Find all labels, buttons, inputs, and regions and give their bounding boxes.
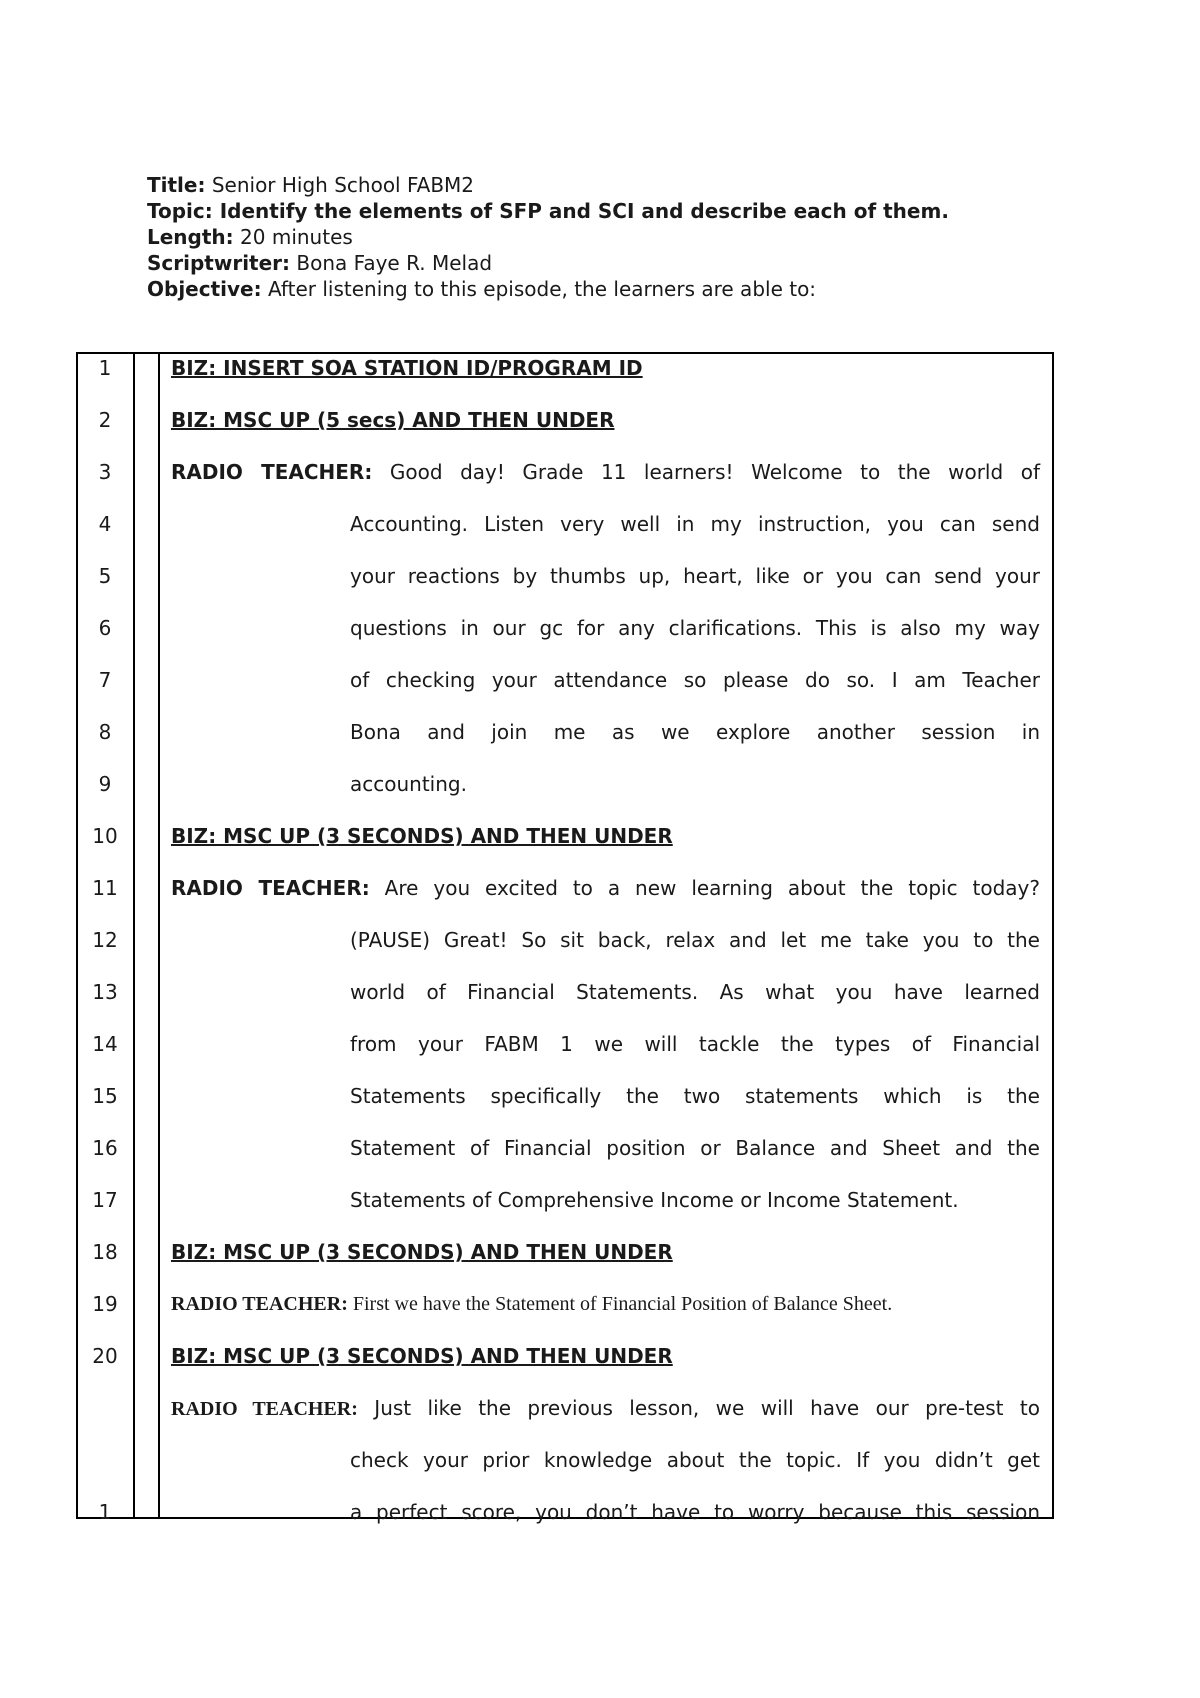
dialogue-line: of checking your attendance so please do so. I am Teacher <box>350 668 1040 692</box>
biz-cue: BIZ: MSC UP (3 SECONDS) AND THEN UNDER <box>171 824 673 848</box>
biz-cue: BIZ: MSC UP (3 SECONDS) AND THEN UNDER <box>171 1344 673 1368</box>
dialogue-line: your reactions by thumbs up, heart, like or you can send your <box>350 564 1040 588</box>
dialogue-line: world of Financial Statements. As what you have learned <box>350 980 1040 1004</box>
line-number: 15 <box>92 1084 118 1108</box>
line-number: 3 <box>98 460 112 484</box>
speaker-label: RADIO TEACHER: <box>171 876 370 900</box>
line-number: 19 <box>92 1292 118 1316</box>
line-number: 9 <box>98 772 112 796</box>
dialogue-line: RADIO TEACHER: Are you excited to a new learning about the topic today? <box>171 876 1040 900</box>
line-number: 10 <box>92 824 118 848</box>
biz-cue: BIZ: MSC UP (5 secs) AND THEN UNDER <box>171 408 615 432</box>
line-number: 13 <box>92 980 118 1004</box>
line-number: 7 <box>98 668 112 692</box>
line-number: 4 <box>98 512 112 536</box>
length-line: Length: 20 minutes <box>147 225 353 249</box>
dialogue-line: check your prior knowledge about the topic. If you didn’t get <box>350 1448 1040 1472</box>
dialogue-line: Accounting. Listen very well in my instruction, you can send <box>350 512 1040 536</box>
title-line: Title: Senior High School FABM2 <box>147 173 475 197</box>
speaker-label: RADIO TEACHER: <box>171 1398 358 1420</box>
line-number: 8 <box>98 720 112 744</box>
line-number: 1 <box>98 1500 112 1524</box>
scriptwriter-line: Scriptwriter: Bona Faye R. Melad <box>147 251 493 275</box>
line-number: 17 <box>92 1188 118 1212</box>
column-divider <box>158 352 160 1519</box>
dialogue-line: accounting. <box>350 772 467 796</box>
dialogue-line: RADIO TEACHER: First we have the Statement of Financial Position of Balance Sheet. <box>171 1293 893 1315</box>
dialogue-line: from your FABM 1 we will tackle the types of Financial <box>350 1032 1040 1056</box>
line-number: 2 <box>98 408 112 432</box>
line-number: 20 <box>92 1344 118 1368</box>
line-number: 11 <box>92 876 118 900</box>
biz-cue: BIZ: MSC UP (3 SECONDS) AND THEN UNDER <box>171 1240 673 1264</box>
line-number: 1 <box>98 356 112 380</box>
dialogue-line: Statement of Financial position or Balance and Sheet and the <box>350 1136 1040 1160</box>
dialogue-line: (PAUSE) Great! So sit back, relax and let me take you to the <box>350 928 1040 952</box>
dialogue-line: questions in our gc for any clarifications. This is also my way <box>350 616 1040 640</box>
speaker-label: RADIO TEACHER: <box>171 460 373 484</box>
line-number: 18 <box>92 1240 118 1264</box>
dialogue-line: Statements of Comprehensive Income or Income Statement. <box>350 1188 959 1212</box>
biz-cue: BIZ: INSERT SOA STATION ID/PROGRAM ID <box>171 356 643 380</box>
line-number: 16 <box>92 1136 118 1160</box>
topic-line: Topic: Identify the elements of SFP and SCI and describe each of them. <box>147 199 949 223</box>
line-number: 6 <box>98 616 112 640</box>
script-header <box>147 172 949 302</box>
dialogue-line: RADIO TEACHER: Good day! Grade 11 learners! Welcome to the world of <box>171 460 1040 484</box>
dialogue-line: a perfect score, you don’t have to worry because this session <box>350 1500 1040 1524</box>
dialogue-line: RADIO TEACHER: Just like the previous lesson, we will have our pre-test to <box>171 1396 1040 1420</box>
line-number: 12 <box>92 928 118 952</box>
line-number: 5 <box>98 564 112 588</box>
dialogue-line: Bona and join me as we explore another session in <box>350 720 1040 744</box>
dialogue-line: Statements specifically the two statements which is the <box>350 1084 1040 1108</box>
speaker-label: RADIO TEACHER: <box>171 1293 348 1315</box>
line-number: 14 <box>92 1032 118 1056</box>
objective-line: Objective: After listening to this episode, the learners are able to: <box>147 277 817 301</box>
column-divider <box>133 352 135 1519</box>
